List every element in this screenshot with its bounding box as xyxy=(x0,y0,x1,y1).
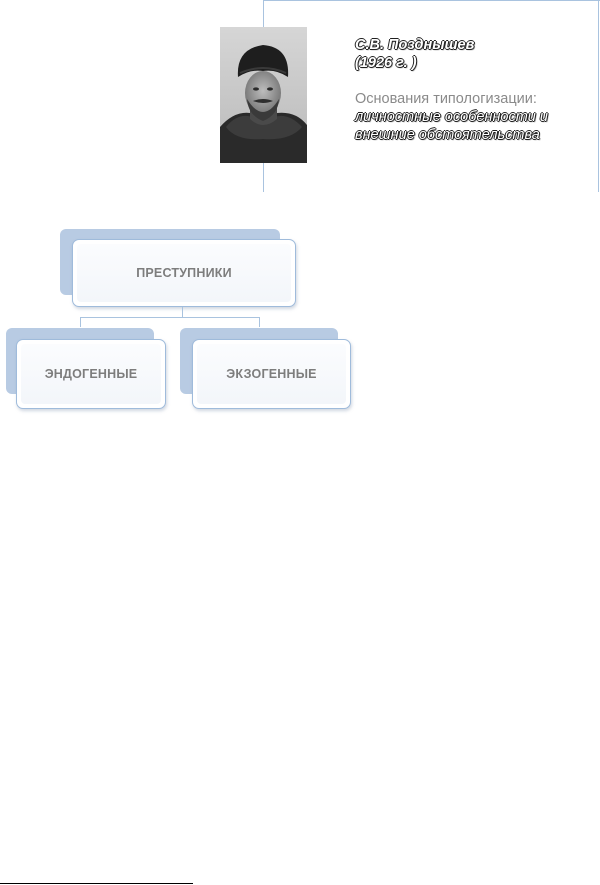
portrait-photo xyxy=(220,27,307,163)
header-frame-top-border xyxy=(263,0,600,1)
footnote-separator xyxy=(0,883,193,884)
header-frame-right-border xyxy=(598,0,599,192)
child-node-exogenous-label: ЭКЗОГЕННЫЕ xyxy=(226,367,317,381)
connector-left-drop xyxy=(80,317,81,327)
basis-label: Основания типологизации: xyxy=(355,91,537,107)
child-node-endogenous-label: ЭНДОГЕННЫЕ xyxy=(44,367,138,381)
connector-right-drop xyxy=(259,317,260,327)
author-year: (1926 г. ) xyxy=(355,55,417,71)
child-node-exogenous xyxy=(192,339,351,409)
header-caption xyxy=(355,36,595,144)
child-node-endogenous xyxy=(16,339,166,409)
connector-horizontal xyxy=(80,317,260,318)
connector-root-stem xyxy=(182,307,183,317)
basis-value: личностные особенности и внешние обстоятельства xyxy=(355,109,548,143)
root-node-label: ПРЕСТУПНИКИ xyxy=(136,266,232,280)
author-name: С.В. Позднышев xyxy=(355,37,475,53)
root-node xyxy=(72,239,296,307)
